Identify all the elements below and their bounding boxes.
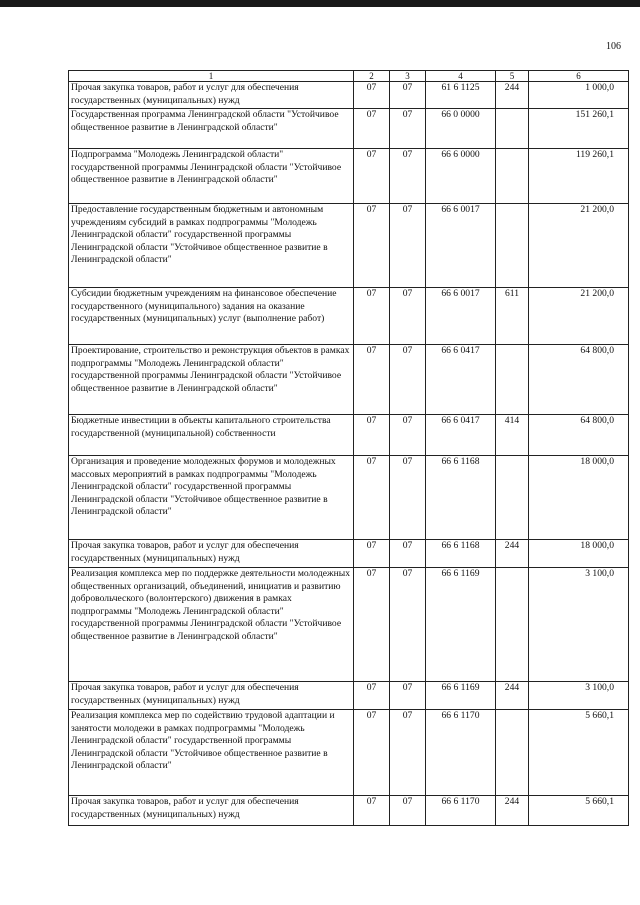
subsection-code: 07: [390, 149, 426, 204]
row-name: Субсидии бюджетным учреждениям на финансовое обеспечение государственного (муниципального) задания на оказание государственных (муниципальных) услуг (выполнение работ): [69, 288, 354, 345]
row-name: Подпрограмма "Молодежь Ленинградской области" государственной программы Ленинградской области "Устойчивое общественное развитие в Ленинградской области": [69, 149, 354, 204]
expense-type-code: 244: [496, 540, 529, 568]
row-name: Проектирование, строительство и реконструкция объектов в рамках подпрограммы "Молодежь Ленинградской области" государственной программы Ленинградской области "Устойчивое общественное развитие в Ленинградской области": [69, 345, 354, 415]
row-name: Прочая закупка товаров, работ и услуг для обеспечения государственных (муниципальных) нужд: [69, 682, 354, 710]
section-code: 07: [354, 345, 390, 415]
amount: 64 800,0: [529, 345, 629, 415]
subsection-code: 07: [390, 540, 426, 568]
section-code: 07: [354, 204, 390, 288]
table-row: [69, 710, 629, 796]
table-row: [69, 568, 629, 682]
amount: 3 100,0: [529, 682, 629, 710]
header-cell: 4: [426, 71, 496, 82]
target-article-code: 61 6 1125: [426, 82, 496, 109]
section-code: 07: [354, 796, 390, 826]
target-article-code: 66 0 0000: [426, 109, 496, 149]
section-code: 07: [354, 540, 390, 568]
target-article-code: 66 6 0017: [426, 204, 496, 288]
table-row: [69, 456, 629, 540]
table-row: [69, 540, 629, 568]
section-code: 07: [354, 415, 390, 456]
amount: 151 260,1: [529, 109, 629, 149]
amount: 3 100,0: [529, 568, 629, 682]
expense-type-code: [496, 149, 529, 204]
amount: 5 660,1: [529, 796, 629, 826]
row-name: Прочая закупка товаров, работ и услуг для обеспечения государственных (муниципальных) нужд: [69, 796, 354, 826]
row-name: Реализация комплекса мер по поддержке деятельности молодежных общественных организаций, объединений, инициатив и развитию добровольческого (волонтерского) движения в рамках подпрограммы "Молодежь Ленинградской области" государственной программы Ленинградской области "Устойчивое общественное развитие в Ленинградской области": [69, 568, 354, 682]
table-row: [69, 288, 629, 345]
budget-table: [68, 70, 629, 826]
header-cell: 2: [354, 71, 390, 82]
top-border-bar: [0, 0, 640, 7]
subsection-code: 07: [390, 204, 426, 288]
header-cell: 1: [69, 71, 354, 82]
expense-type-code: 611: [496, 288, 529, 345]
row-name: Бюджетные инвестиции в объекты капитального строительства государственной (муниципальной) собственности: [69, 415, 354, 456]
expense-type-code: 244: [496, 796, 529, 826]
amount: 119 260,1: [529, 149, 629, 204]
table-row: [69, 109, 629, 149]
subsection-code: 07: [390, 682, 426, 710]
subsection-code: 07: [390, 345, 426, 415]
table-row: [69, 149, 629, 204]
expense-type-code: [496, 710, 529, 796]
table-row: [69, 796, 629, 826]
header-cell: 6: [529, 71, 629, 82]
table-row: [69, 682, 629, 710]
table-header-row: [69, 71, 629, 82]
section-code: 07: [354, 109, 390, 149]
target-article-code: 66 6 1170: [426, 710, 496, 796]
row-name: Государственная программа Ленинградской области "Устойчивое общественное развитие в Ленинградской области": [69, 109, 354, 149]
page-number: 106: [606, 41, 621, 52]
amount: 21 200,0: [529, 288, 629, 345]
expense-type-code: [496, 568, 529, 682]
row-name: Реализация комплекса мер по содействию трудовой адаптации и занятости молодежи в рамках подпрограммы "Молодежь Ленинградской области" государственной программы Ленинградской области "Устойчивое общественное развитие в Ленинградской области": [69, 710, 354, 796]
target-article-code: 66 6 1170: [426, 796, 496, 826]
subsection-code: 07: [390, 456, 426, 540]
subsection-code: 07: [390, 109, 426, 149]
target-article-code: 66 6 1168: [426, 456, 496, 540]
target-article-code: 66 6 0417: [426, 345, 496, 415]
expense-type-code: 244: [496, 82, 529, 109]
subsection-code: 07: [390, 415, 426, 456]
amount: 5 660,1: [529, 710, 629, 796]
table-row: [69, 415, 629, 456]
row-name: Организация и проведение молодежных форумов и молодежных массовых мероприятий в рамках подпрограммы "Молодежь Ленинградской области" государственной программы Ленинградской области "Устойчивое общественное развитие в Ленинградской области": [69, 456, 354, 540]
subsection-code: 07: [390, 82, 426, 109]
section-code: 07: [354, 568, 390, 682]
table-row: [69, 204, 629, 288]
amount: 64 800,0: [529, 415, 629, 456]
expense-type-code: [496, 345, 529, 415]
subsection-code: 07: [390, 288, 426, 345]
amount: 18 000,0: [529, 456, 629, 540]
amount: 18 000,0: [529, 540, 629, 568]
expense-type-code: 244: [496, 682, 529, 710]
section-code: 07: [354, 149, 390, 204]
expense-type-code: [496, 456, 529, 540]
target-article-code: 66 6 1169: [426, 568, 496, 682]
target-article-code: 66 6 0017: [426, 288, 496, 345]
row-name: Прочая закупка товаров, работ и услуг для обеспечения государственных (муниципальных) нужд: [69, 82, 354, 109]
header-cell: 5: [496, 71, 529, 82]
row-name: Предоставление государственным бюджетным и автономным учреждениям субсидий в рамках подпрограммы "Молодежь Ленинградской области" государственной программы Ленинградской области "Устойчивое общественное развитие в Ленинградской области": [69, 204, 354, 288]
section-code: 07: [354, 456, 390, 540]
section-code: 07: [354, 710, 390, 796]
table-row: [69, 82, 629, 109]
section-code: 07: [354, 82, 390, 109]
amount: 21 200,0: [529, 204, 629, 288]
expense-type-code: 414: [496, 415, 529, 456]
target-article-code: 66 6 1169: [426, 682, 496, 710]
section-code: 07: [354, 288, 390, 345]
subsection-code: 07: [390, 710, 426, 796]
target-article-code: 66 6 1168: [426, 540, 496, 568]
section-code: 07: [354, 682, 390, 710]
subsection-code: 07: [390, 568, 426, 682]
expense-type-code: [496, 204, 529, 288]
target-article-code: 66 6 0000: [426, 149, 496, 204]
amount: 1 000,0: [529, 82, 629, 109]
table-row: [69, 345, 629, 415]
header-cell: 3: [390, 71, 426, 82]
subsection-code: 07: [390, 796, 426, 826]
target-article-code: 66 6 0417: [426, 415, 496, 456]
row-name: Прочая закупка товаров, работ и услуг для обеспечения государственных (муниципальных) нужд: [69, 540, 354, 568]
expense-type-code: [496, 109, 529, 149]
